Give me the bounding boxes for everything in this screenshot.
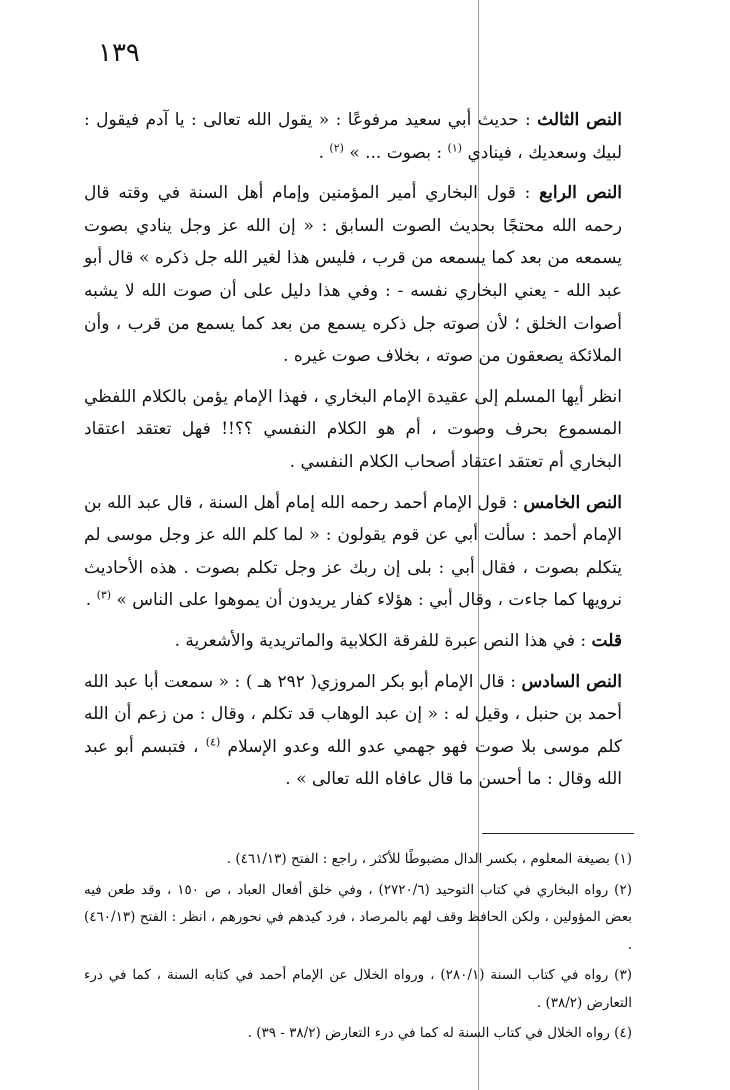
footnotes (84, 846, 632, 1051)
footnote-separator (482, 833, 634, 834)
paragraph-text: : قال الإمام أبو بكر المروزي( ٢٩٢ هـ ) : « سمعت أبا عبد الله أحمد بن حنبل ، وقيل له : « إن عبد الوهاب قد تكلم ، وقال : من زعم أن الله كلم موسى بلا صوت فهو جهمي عدو الله وعدو الإسلام (84, 671, 623, 757)
page-number: ١٣٩ (98, 38, 140, 68)
paragraph-label: النص السادس (521, 671, 622, 692)
footnote-ref: (٤) (205, 735, 221, 749)
paragraph (84, 666, 622, 796)
footnote: (٣) رواه في كتاب السنة (٢٨٠/١) ، ورواه الخلال عن الإمام أحمد في كتابه السنة ، كما في درء التعارض (٣٨/٢) . (84, 967, 632, 1011)
footnote-ref: (٣) (96, 588, 112, 602)
paragraph (84, 625, 622, 658)
paragraph-text: : بصوت ... » (343, 142, 448, 163)
paragraph-text: : قول الإمام أحمد رحمه الله إمام أهل السنة ، قال عبد الله بن الإمام أحمد : سألت أبي عن قوم يقولون : « لما كلم الله عز وجل موسى لم يتكلم بصوت ، فقال أبي : بلى إن ربك عز وجل تكلم بصوت . هذه الأحاديث نرويها كما جاءت ، وقال أبي : هؤلاء كفار يريدون أن يموهوا على الناس » (84, 492, 622, 611)
paragraph-label: قلت (591, 630, 622, 651)
paragraph-label: النص الخامس (523, 492, 622, 513)
paragraph (84, 381, 622, 479)
paragraph-text: . (318, 142, 330, 163)
footnote-ref: (٢) (329, 140, 344, 154)
paragraph (84, 487, 622, 617)
paragraph-text: . (85, 590, 97, 611)
paragraph-text: : في هذا النص عبرة للفرقة الكلابية والماتريدية والأشعرية . (174, 630, 592, 651)
paragraph (84, 104, 622, 169)
main-text (84, 104, 622, 804)
footnote: (٢) رواه البخاري في كتاب التوحيد (٢٧٢٠/٦) ، وفي خلق أفعال العباد ، ص ١٥٠ ، وقد طعن فيه بعض المؤولين ، ولكن الحافظ وقف لهم بالمرصاد ، فرد كيدهم في نحورهم ، انظر : الفتح (٤٦٠/١٣) . (84, 881, 632, 953)
footnote-ref: (١) (447, 140, 463, 154)
paragraph-label: النص الرابع (539, 183, 622, 204)
footnote: (٤) رواه الخلال في كتاب السنة له كما في درء التعارض (٣٨/٢ - ٣٩) . (247, 1025, 632, 1041)
paragraph-text: : قول البخاري أمير المؤمنين وإمام أهل السنة في وقته قال رحمه الله محتجًا بحديث الصوت السابق : « إن الله عز وجل ينادي بصوت يسمعه من بعد كما يسمعه من قرب ، فليس هذا لغير الله جل ذكره » قال أبو عبد الله - يعني البخاري نفسه - : وفي هذا دليل على أن صوت الله لا يشبه أصوات الخلق ؛ لأن صوته جل ذكره يسمع من بعد كما يسمع من قرب ، وأن الملائكة يصعقون من صوته ، بخلاف صوت غيره . (84, 183, 622, 367)
footnote: (١) بصيغة المعلوم ، بكسر الدال مضبوطًا للأكثر ، راجع : الفتح (٤٦١/١٣) . (226, 851, 632, 867)
paragraph-text: انظر أيها المسلم إلى عقيدة الإمام البخاري ، فهذا الإمام يؤمن بالكلام اللفظي المسموع بحرف وصوت ، أم هو الكلام النفسي ؟؟!! فهل تعتقد اعتقاد البخاري أم تعتقد اعتقاد أصحاب الكلام النفسي . (84, 386, 622, 472)
paragraph (84, 177, 622, 373)
paragraph-text: : حديث أبي سعيد مرفوعًا : « يقول الله تعالى : يا آدم فيقول : لبيك وسعديك ، فينادي (84, 110, 622, 163)
paragraph-label: النص الثالث (537, 110, 622, 130)
paragraph-text: ، فتبسم أبو عبد الله وقال : ما أحسن ما قال عافاه الله تعالى » . (84, 736, 622, 790)
